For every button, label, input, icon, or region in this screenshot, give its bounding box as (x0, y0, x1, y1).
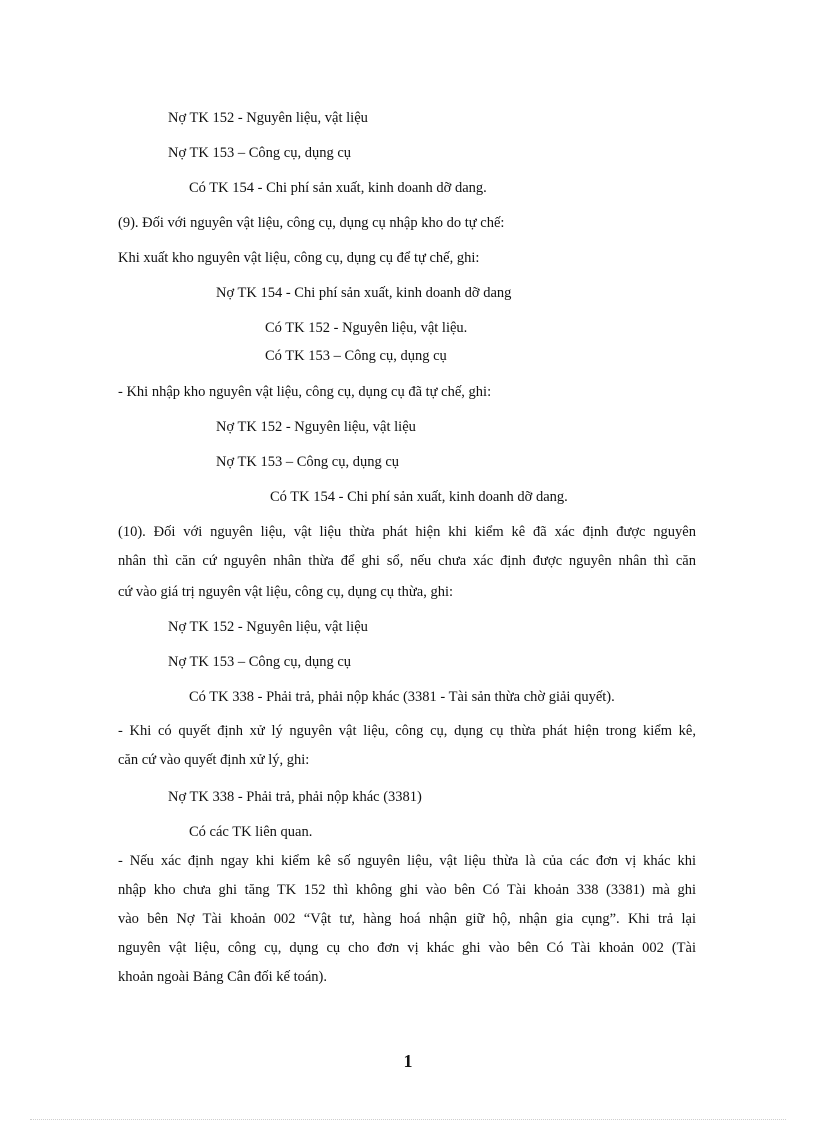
paragraph-line: khoản ngoài Bảng Cân đối kế toán). (118, 969, 327, 985)
journal-line-credit-154: Có TK 154 - Chi phí sản xuất, kinh doanh dỡ dang. (189, 180, 487, 196)
page-bottom-divider (30, 1119, 786, 1120)
paragraph-line: Khi xuất kho nguyên vật liệu, công cụ, dụng cụ để tự chế, ghi: (118, 250, 480, 266)
journal-line-debit-153: Nợ TK 153 – Công cụ, dụng cụ (168, 654, 351, 670)
paragraph-line: cứ vào giá trị nguyên vật liệu, công cụ, dụng cụ thừa, ghi: (118, 584, 454, 600)
journal-line-debit-338: Nợ TK 338 - Phải trả, phải nộp khác (3381) (168, 789, 422, 805)
paragraph-line: nhân thì căn cứ nguyên nhân thừa để ghi sổ, nếu chưa xác định được nguyên nhân thì căn (118, 553, 696, 569)
paragraph-line: nhập kho chưa ghi tăng TK 152 thì không ghi vào bên Có Tài khoản 338 (3381) mà ghi (118, 882, 696, 898)
section-heading-9: (9). Đối với nguyên vật liệu, công cụ, dụng cụ nhập kho do tự chế: (118, 215, 505, 231)
journal-line-debit-153: Nợ TK 153 – Công cụ, dụng cụ (168, 145, 351, 161)
paragraph-line: - Khi nhập kho nguyên vật liệu, công cụ, dụng cụ đã tự chế, ghi: (118, 384, 492, 400)
journal-line-credit-152: Có TK 152 - Nguyên liệu, vật liệu. (265, 320, 468, 336)
journal-line-debit-152: Nợ TK 152 - Nguyên liệu, vật liệu (168, 619, 368, 635)
journal-line-credit-154: Có TK 154 - Chi phí sản xuất, kinh doanh dỡ dang. (270, 489, 568, 505)
journal-line-debit-154: Nợ TK 154 - Chi phí sản xuất, kinh doanh dỡ dang (216, 285, 512, 301)
section-heading-10: (10). Đối với nguyên liệu, vật liệu thừa phát hiện khi kiểm kê đã xác định được nguyên (118, 524, 696, 540)
journal-line-credit-338: Có TK 338 - Phải trả, phải nộp khác (3381 - Tài sản thừa chờ giải quyết). (189, 689, 615, 705)
journal-line-credit-153: Có TK 153 – Công cụ, dụng cụ (265, 348, 447, 364)
paragraph-line: nguyên vật liệu, công cụ, dụng cụ cho đơn vị khác ghi vào bên Có Tài khoản 002 (Tài (118, 940, 696, 956)
journal-line-debit-152: Nợ TK 152 - Nguyên liệu, vật liệu (168, 110, 368, 126)
paragraph-line: căn cứ vào quyết định xử lý, ghi: (118, 752, 310, 768)
paragraph-line: vào bên Nợ Tài khoản 002 “Vật tư, hàng hoá nhận giữ hộ, nhận gia cụng”. Khi trả lại (118, 911, 696, 927)
journal-line-debit-153: Nợ TK 153 – Công cụ, dụng cụ (216, 454, 399, 470)
journal-line-credit-related: Có các TK liên quan. (189, 824, 313, 840)
journal-line-debit-152: Nợ TK 152 - Nguyên liệu, vật liệu (216, 419, 416, 435)
paragraph-line: - Khi có quyết định xử lý nguyên vật liệu, công cụ, dụng cụ thừa phát hiện trong kiểm kê, (118, 723, 696, 739)
paragraph-line: - Nếu xác định ngay khi kiểm kê số nguyên liệu, vật liệu thừa là của các đơn vị khác khi (118, 853, 696, 869)
page-number: 1 (403, 1051, 413, 1071)
